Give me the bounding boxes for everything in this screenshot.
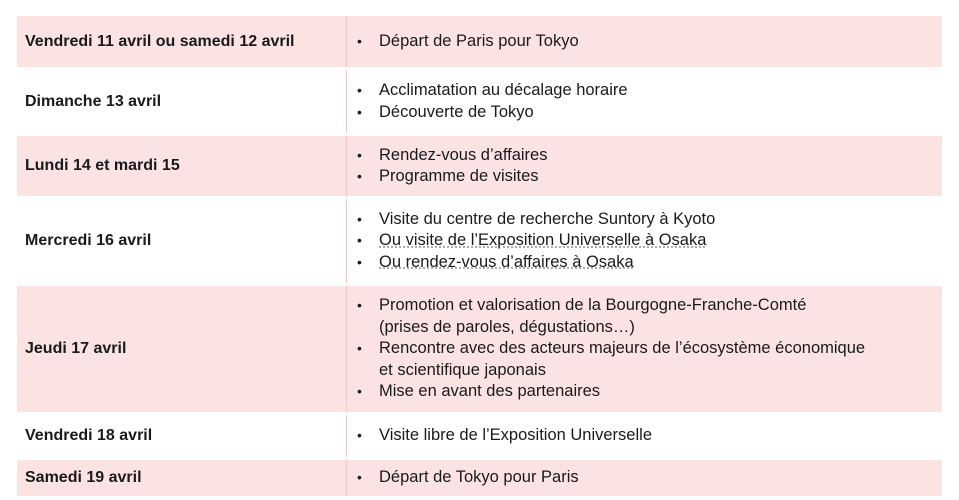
table-row xyxy=(17,460,942,499)
activity-list xyxy=(357,295,865,403)
date-cell: Vendredi 11 avril ou samedi 12 avril xyxy=(17,16,347,67)
list-item-line: et scientifique japonais xyxy=(379,360,546,379)
list-item: • Programme de visites xyxy=(357,166,547,188)
date-cell: Jeudi 17 avril xyxy=(17,286,347,412)
date-cell: Mercredi 16 avril xyxy=(17,199,347,283)
activities-cell xyxy=(347,199,942,283)
activities-cell xyxy=(347,136,942,196)
activities-cell xyxy=(347,16,942,67)
date-cell: Samedi 19 avril xyxy=(17,460,347,496)
activity-list xyxy=(357,467,579,489)
activities-cell xyxy=(347,460,942,496)
schedule-table xyxy=(17,16,942,499)
list-item: • Mise en avant des partenaires xyxy=(357,381,865,403)
list-item-line: • Promotion et valorisation de la Bourgogne-Franche-Comté xyxy=(379,296,807,315)
table-row xyxy=(17,415,942,460)
list-item xyxy=(357,295,865,338)
activities-cell xyxy=(347,286,942,412)
list-item: • Rendez-vous d’affaires xyxy=(357,145,547,167)
table-row xyxy=(17,16,942,70)
table-row xyxy=(17,70,942,136)
date-cell: Dimanche 13 avril xyxy=(17,70,347,133)
list-item xyxy=(357,338,865,381)
activity-list xyxy=(357,31,579,53)
list-item-line: (prises de paroles, dégustations…) xyxy=(379,317,635,336)
table-row xyxy=(17,136,942,199)
activities-cell xyxy=(347,70,942,133)
activity-list xyxy=(357,209,715,274)
activity-list xyxy=(357,145,547,188)
date-cell: Vendredi 18 avril xyxy=(17,415,347,457)
list-item: • Départ de Tokyo pour Paris xyxy=(357,467,579,489)
list-item: • Visite du centre de recherche Suntory à Kyoto xyxy=(357,209,715,231)
activities-cell xyxy=(347,415,942,457)
date-cell: Lundi 14 et mardi 15 xyxy=(17,136,347,196)
table-row xyxy=(17,286,942,415)
list-item: • Découverte de Tokyo xyxy=(357,102,628,124)
list-item: • Ou visite de l’Exposition Universelle à Osaka xyxy=(357,230,715,252)
list-item: • Ou rendez-vous d’affaires à Osaka xyxy=(357,252,715,274)
list-item: • Acclimatation au décalage horaire xyxy=(357,80,628,102)
table-row xyxy=(17,199,942,286)
activity-list xyxy=(357,80,628,123)
list-item: • Visite libre de l’Exposition Universelle xyxy=(357,425,652,447)
activity-list xyxy=(357,425,652,447)
list-item: • Départ de Paris pour Tokyo xyxy=(357,31,579,53)
list-item-line: • Rencontre avec des acteurs majeurs de l’écosystème économique xyxy=(379,339,866,358)
